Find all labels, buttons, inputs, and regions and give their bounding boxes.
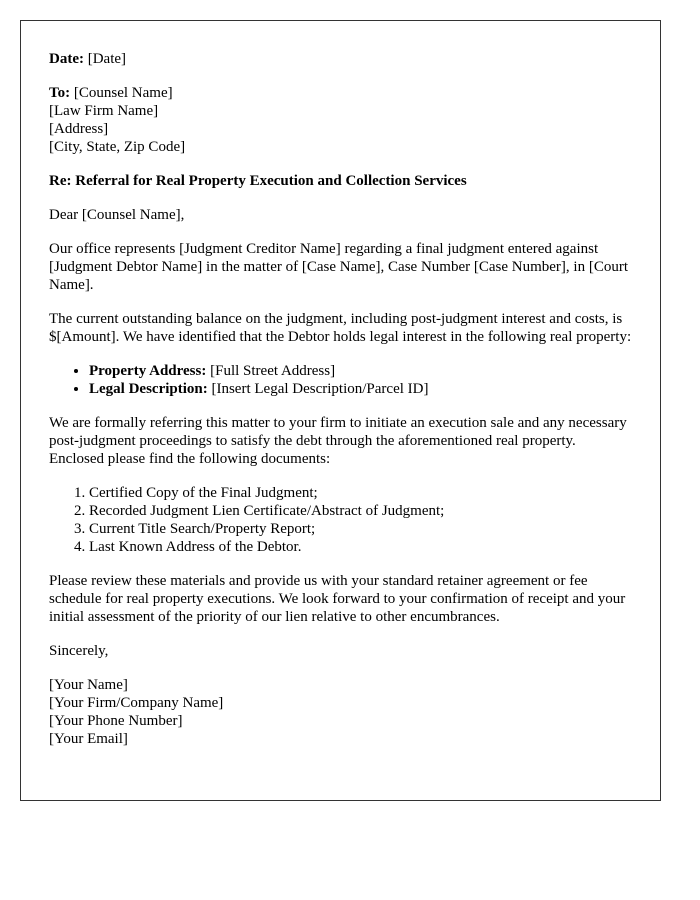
document-item: 4. Last Known Address of the Debtor.	[89, 538, 632, 556]
recipient-name: [Counsel Name]	[73, 85, 173, 101]
signature-phone: [Your Phone Number]	[49, 713, 183, 729]
signature-name: [Your Name]	[49, 677, 128, 693]
document-item: 2. Recorded Judgment Lien Certificate/Abstract of Judgment;	[89, 502, 632, 520]
subject-line	[49, 172, 632, 190]
letter-document	[20, 20, 661, 801]
recipient-address: [Address]	[49, 121, 109, 137]
recipient-firm: [Law Firm Name]	[49, 103, 159, 119]
property-item-value: [Insert Legal Description/Parcel ID]	[211, 381, 429, 397]
date-label: Date:	[49, 51, 84, 67]
property-item-value: [Full Street Address]	[210, 363, 336, 379]
paragraph-representation: Our office represents [Judgment Creditor Name] regarding a final judgment entered against [Judgment Debtor Name] in the matter of [Case Name], Case Number [Case Number], in [Court Name].	[49, 241, 628, 293]
subject-text: Re: Referral for Real Property Execution and Collection Services	[49, 173, 467, 189]
recipient-label: To:	[49, 85, 71, 101]
property-item	[89, 380, 632, 398]
signature-block	[49, 676, 632, 748]
recipient-block	[49, 84, 632, 156]
salutation: Dear [Counsel Name],	[49, 207, 185, 223]
property-item-label: Property Address:	[89, 363, 207, 379]
paragraph-balance: The current outstanding balance on the judgment, including post-judgment interest and costs, is $[Amount]. We have identified that the Debtor holds legal interest in the following real property:	[49, 311, 632, 345]
document-item: 3. Current Title Search/Property Report;	[89, 520, 632, 538]
recipient-city-state-zip: [City, State, Zip Code]	[49, 139, 186, 155]
recipient-name-line	[49, 84, 632, 102]
documents-list	[49, 484, 632, 556]
document-item: 1. Certified Copy of the Final Judgment;	[89, 484, 632, 502]
signature-email: [Your Email]	[49, 731, 128, 747]
paragraph-review: Please review these materials and provide us with your standard retainer agreement or fee schedule for real property executions. We look forward to your confirmation of receipt and your initial assessment of the priority of our lien relative to other encumbrances.	[49, 573, 626, 625]
property-item	[89, 362, 632, 380]
date-line	[49, 50, 632, 68]
signature-firm: [Your Firm/Company Name]	[49, 695, 224, 711]
closing: Sincerely,	[49, 643, 109, 659]
property-list	[49, 362, 632, 398]
property-item-label: Legal Description:	[89, 381, 208, 397]
date-value: [Date]	[87, 51, 127, 67]
paragraph-referral: We are formally referring this matter to your firm to initiate an execution sale and any necessary post-judgment proceedings to satisfy the debt through the aforementioned real property. Enclosed please find the following documents:	[49, 415, 627, 467]
